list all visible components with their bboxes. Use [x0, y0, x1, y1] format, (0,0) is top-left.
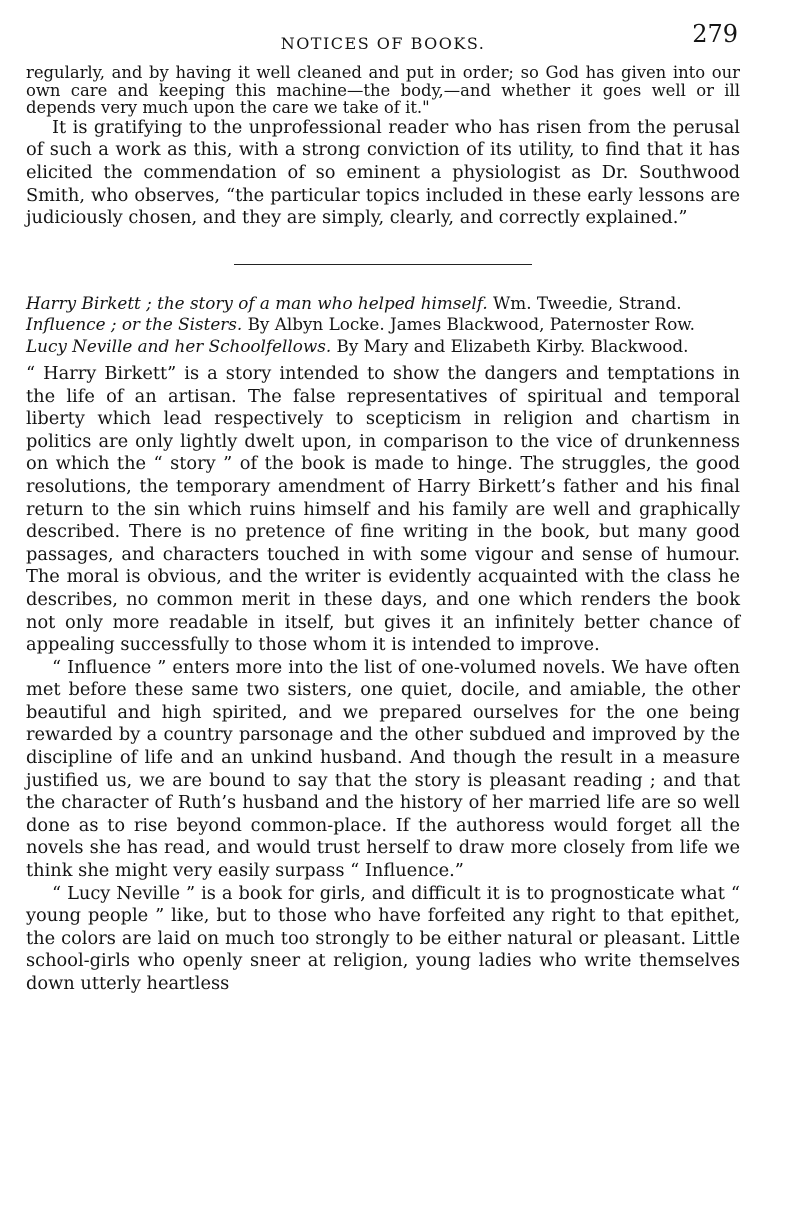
- book-list: [26, 292, 740, 356]
- book-entry-harry-birkett: [26, 292, 740, 313]
- book-publisher: Wm. Tweedie, Strand.: [493, 292, 682, 313]
- page-number: 279: [692, 20, 738, 48]
- continued-paragraph: regularly, and by having it well cleaned and put in order; so God has given into our own care and keeping this machine—the body,—and whether it goes well or ill depends very much upon the care we take of it.": [26, 63, 740, 118]
- book-page: [26, 20, 740, 996]
- review-lucy-neville: “ Lucy Neville ” is a book for girls, and difficult it is to prognosticate what “ young people ” like, but to those who have forfeited any right to that epithet, the colors are laid on much too strongly to be either natural or pleasant. Little school-girls who openly sneer at religion, young ladies who write themselves down utterly heartless: [26, 882, 740, 994]
- book-publisher: By Mary and Elizabeth Kirby. Blackwood.: [336, 335, 689, 356]
- review-harry-birkett: “ Harry Birkett” is a story intended to show the dangers and temptations in the life of an artisan. The false representatives of spiritual and temporal liberty which lead respectively to scepticism in religion and chartism in politics are only lightly dwelt upon, in comparison to the vice of drunkenness on which the “ story ” of the book is made to hinge. The struggles, the good resolutions, the temporary amendment of Harry Birkett’s father and his final return to the sin which ruins himself and his family are well and graphically described. There is no pretence of fine writing in the book, but many good passages, and characters touched in with some vigour and sense of humour. The moral is obvious, and the writer is evidently acquainted with the class he describes, no common merit in these days, and one which renders the book not only more readable in itself, but gives it an infinitely better chance of appealing successfully to those whom it is intended to improve.: [26, 362, 740, 656]
- book-title: Influence ; or the Sisters.: [26, 314, 243, 335]
- book-entry-lucy-neville: [26, 335, 740, 356]
- reviews-body: [26, 363, 740, 996]
- running-header: [26, 20, 740, 64]
- commendation-paragraph: It is gratifying to the unprofessional reader who has risen from the perusal of such a work as this, with a strong conviction of its utility, to find that it has elicited the commendation of so eminent a physiologist as Dr. Southwood Smith, who observes, “the particular topics included in these early lessons are judiciously chosen, and they are simply, clearly, and correctly explained.”: [26, 116, 740, 229]
- book-title: Lucy Neville and her Schoolfellows.: [26, 335, 332, 356]
- section-divider: [234, 264, 532, 265]
- review-influence: “ Influence ” enters more into the list of one-volumed novels. We have often met before these same two sisters, one quiet, docile, and amiable, the other beautiful and high spirited, and we prepared ourselves for the one being rewarded by a country parsonage and the other subdued and improved by the discipline of life and an unkind husband. And though the result in a measure justified us, we are bound to say that the story is pleasant reading ; and that the character of Ruth’s husband and the history of her married life are so well done as to rise beyond common-place. If the authoress would forget all the novels she has read, and would trust herself to draw more closely from life we think she might very easily surpass “ Influence.”: [26, 656, 740, 882]
- book-entry-influence: [26, 316, 740, 333]
- book-publisher: By Albyn Locke. James Blackwood, Paternoster Row.: [247, 314, 696, 335]
- book-title: Harry Birkett ; the story of a man who helped himself.: [26, 292, 488, 313]
- running-title: NOTICES OF BOOKS.: [280, 34, 486, 53]
